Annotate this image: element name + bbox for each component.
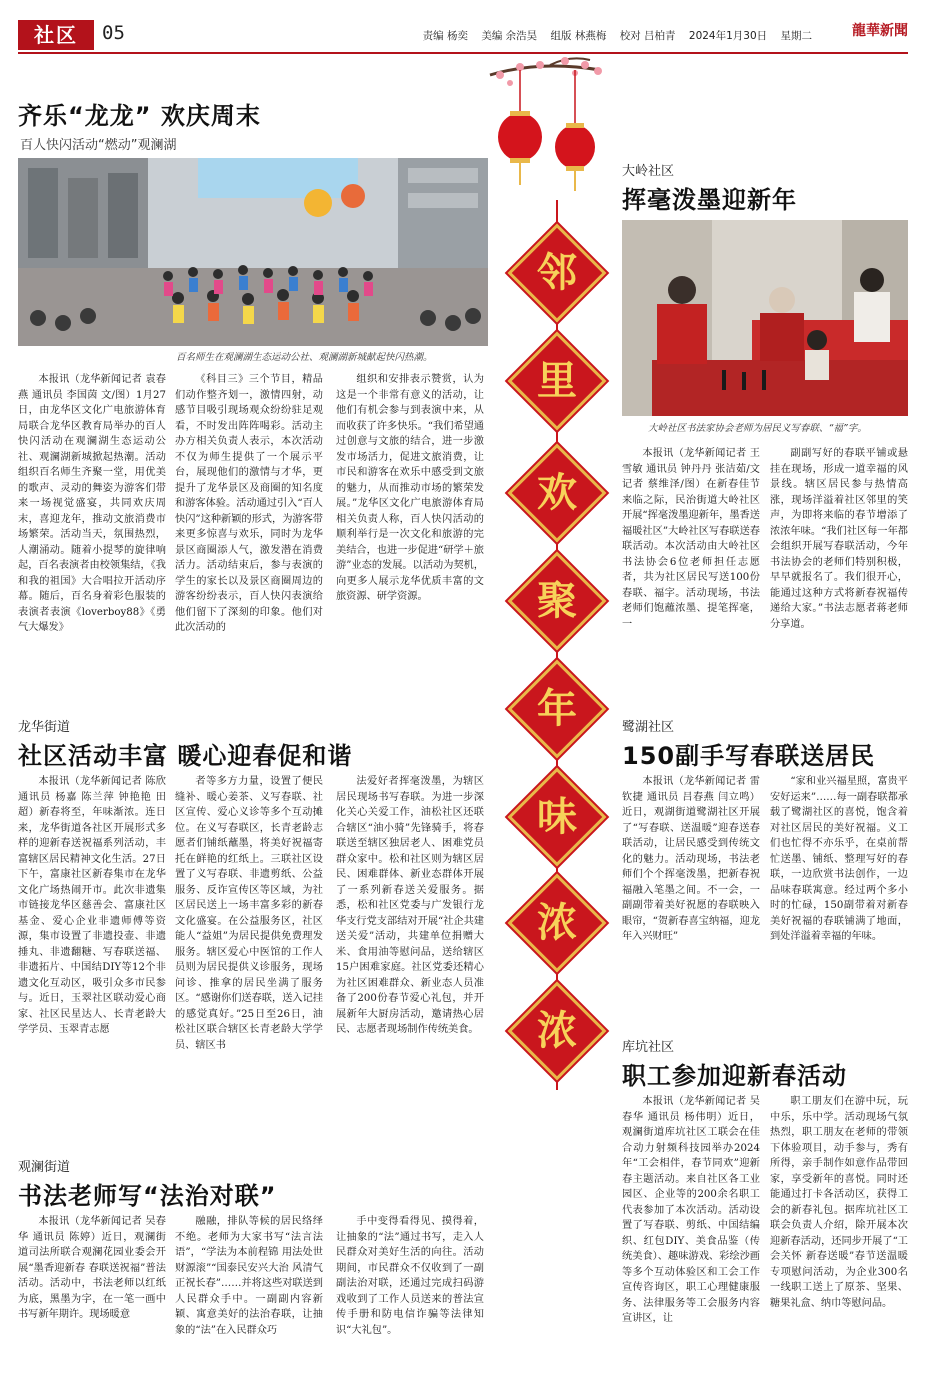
banner-char: 聚 (537, 577, 577, 624)
right1-kicker: 大岭社区 (622, 164, 675, 179)
article2-kicker: 龙华街道 (18, 720, 71, 735)
article2-paragraph-1: 本报讯（龙华新闻记者 陈欣 通讯员 杨嘉 陈兰萍 钟艳艳 田超）新春将至，年味渐浓。连日来，龙华街道各社区开展形式多样的迎新春送祝福系列活动，丰富辖区居民精神文化生活。27日下午，富康社区新春集市在龙华文化广场热闹开市。此次非遗集市链接龙华区慈善会、富康社区基金、爱心企业非遗师傅等资源，集市设置了非遗投壶、非遗捶丸、非遗翻糖、写春联送福、非遗拓片、中国结DIY等12个非遗文化互动区，吸引众多市民参与。近日，玉翠社区联动爱心商家、社区民星达人、长青老龄大学学员、玉翠青志愿 (18, 776, 166, 1035)
article2-column-1 (18, 774, 166, 1142)
right1-caption: 大岭社区书法家协会老师为居民义写春联、“福”字。 (648, 423, 867, 434)
right2-column-1 (622, 774, 760, 1028)
article2-paragraph-2: 者等多方力量，设置了便民缝补、暖心姜茶、义写春联、社区宣传、爱心义诊等多个互动摊位。在义写春联区，长青老龄志愿者们铺纸蘸墨，将美好祝福寄托在鲜艳的红纸上。三联社区设置了义写春联、非遗剪纸、公益服务、反诈宣传区等区域，为社区居民送上一场丰富多彩的新春文化盛宴。在公益服务区，社区能人“益姐”为居民提供免费理发服务。辖区爱心中医馆的工作人员则为居民提供义诊服务，现场问诊、推拿的居民坐满了服务区。“感谢你们送春联，送入记挂的感觉真好。”25日至26日，油松社区联合辖区长青老龄大学学员、辖区书 (175, 776, 323, 1051)
right2-paragraph-1: 本报讯（龙华新闻记者 雷钦捷 通讯员 吕春燕 闫立鸣）近日，观湖街道鹭湖社区开展了“写春联、送温暖”迎春送春联活动，让居民感受到传统文化的魅力。活动现场，书法老师们个个挥毫泼墨，把新春祝福融入笔墨之间。不一会，一副副带着美好祝愿的春联映入眼帘，“贺新春喜宝纳福，迎龙年入兴财旺” (622, 776, 760, 942)
plum-blossom-lantern-decoration (480, 55, 610, 195)
banner-char: 里 (537, 357, 577, 404)
banner-diamond-2 (522, 346, 592, 416)
banner-char: 浓 (537, 899, 577, 946)
right3-paragraph-2: 职工朋友们在游中玩，玩中乐，乐中学。活动现场气氛热烈，职工朋友在老师的带领下体验项目，动手参与，秀有所得，亲手制作如意作品带回家，享受新年的喜悦。同时还能通过打卡各活动区，获得工会的新春礼包。据库坑社区工联会负责人介绍，除开展本次迎新春活动，还同步开展了“工会关怀 新春送暖”春节送温暖专项慰问活动，为企业300名一线职工送上了原茶、坚果、糖果礼盒、纳巾等慰问品。 (770, 1096, 908, 1309)
calligraphy-photo-illustration (622, 220, 908, 416)
article1-paragraph-2: 《科目三》三个节目，精品们动作整齐划一，激情四射，动感节目吸引现场观众纷纷驻足观看，不时发出阵阵喝彩。活动主办方相关负责人表示，本次活动不仅为师生提供了一个展示平台，展现他们的激情与才华，更提升了龙华景区及商圈的知名度和游客体验。活动通过引入“百人快闪”这种新颖的形式，为游客带来更多惊喜与欢乐，同时为龙华景区商圈添人气，激发潜在消费活力。活动结束后，参与表演的学生的家长以及景区商圈周边的游客纷纷表示，百人快闪表演给他们留下了深刻的印象。他们对此次活动的 (175, 374, 323, 633)
article3-paragraph-1: 本报讯（龙华新闻记者 吴春华 通讯员 陈婷）近日，观澜街道司法所联合观澜花园业委会开展“墨香迎新春 春联送祝福”普法活动。活动中，书法老师以红纸为底，黑墨为字，在一笔一画中书写新年期许。现场暖意 (18, 1216, 166, 1320)
issue-date: 2024年1月30日 (688, 30, 768, 42)
right3-headline: 职工参加迎新春活动 (622, 1062, 847, 1090)
article3-paragraph-3: 手中变得看得见、摸得着，让抽象的“法”通过书写，走入人民群众对美好生活的向往。活动期间，市民群众不仅收到了一副副法治对联，还通过完成扫码游戏收到了工作人员送来的普法宣传手册和防电信诈骗等法律知识“大礼包”。 (336, 1216, 484, 1336)
article2-column-3 (336, 774, 484, 1142)
article1-caption: 百名师生在观澜湖生态运动公社、观澜湖新城献起快闪热潮。 (176, 352, 433, 363)
article1-column-1 (18, 372, 166, 698)
credit-art-editor: 美编 余浩昊 (481, 30, 538, 42)
banner-diamond-7 (522, 888, 592, 958)
page-number: 05 (102, 22, 125, 44)
article1-headline: 齐乐“龙龙” 欢庆周末 (18, 102, 261, 130)
article3-headline: 书法老师写“法治对联” (18, 1182, 277, 1210)
right3-kicker: 库坑社区 (622, 1040, 675, 1055)
article1-paragraph-1: 本报讯（龙华新闻记者 袁春燕 通讯员 李国茵 文/图）1月27日，由龙华区文化广电旅游体育局联合龙华区教育局举办的百人快闪活动在观澜湖生态运动公社、观澜湖新城掀起热潮。活动组织百名师生齐聚一堂，用优美的歌声、灵动的舞姿为游客们带来一场视觉盛宴，共同欢庆周末，喜迎龙年，推动文旅消费市场繁荣。活动当天，氛围热烈，人潮涌动。随着小提琴的旋律响起，百名表演者由校领集结，《我和我的祖国》大合唱拉开活动序幕。随后，百名身着彩色服装的表演者表演《loverboy88》《勇气大爆发》 (18, 374, 166, 633)
banner-diamond-8 (522, 996, 592, 1066)
banner-diamond-6 (522, 782, 592, 852)
banner-char: 年 (537, 685, 577, 732)
credit-proofread: 校对 吕柏青 (619, 30, 676, 42)
right2-headline: 150副手写春联送居民 (622, 742, 876, 770)
banner-char: 欢 (537, 469, 577, 516)
right1-column-1 (622, 446, 760, 686)
right3-column-2 (770, 1094, 908, 1370)
right2-kicker: 鹭湖社区 (622, 720, 675, 735)
credit-layout: 组版 林燕梅 (550, 30, 607, 42)
banner-diamond-5 (522, 674, 592, 744)
right2-column-2 (770, 774, 908, 1028)
flash-mob-photo-illustration (18, 158, 488, 346)
article2-paragraph-3: 法爱好者挥毫泼墨，为辖区居民现场书写春联。为进一步深化关心关爱工作，油松社区还联合辖区“油小骑”先锋骑手，将春联送至辖区独居老人、困难党员群众家中。松和社区则为辖区居民、困难群体、新业态群体开展了一系列新春送关爱服务。据悉，松和社区党委与广发银行龙华支行党支部结对开展“社企共建送关爱”活动，共建单位捐赠大米、食用油等慰问品，送给辖区15户困难家庭。社区党委还精心为社区困难群众、新业态人员准备了200份春节爱心礼包，并开展新年大厨房活动，邀请热心居民、志愿者现场制作传统美食。 (336, 776, 484, 1035)
article3-column-2 (175, 1214, 323, 1370)
article1-photo (18, 158, 488, 346)
right1-paragraph-2: 副副写好的春联平铺或悬挂在现场，形成一道幸福的风景线。辖区居民参与热情高涨，现场洋溢着社区邻里的笑声，为即将来临的春节增添了浓浓年味。“我们社区每一年都会组织开展写春联活动，今年书法协会的老师们特别积极，早早就报名了。我们很开心，能通过这种方式将新春祝福传递给大家。”书法志愿者蒋老师分享道。 (770, 448, 908, 630)
right3-column-1 (622, 1094, 760, 1370)
banner-diamond-1 (522, 238, 592, 308)
article2-headline: 社区活动丰富 暖心迎春促和谐 (18, 742, 353, 770)
article3-kicker: 观澜街道 (18, 1160, 71, 1175)
new-year-banner (490, 60, 620, 1110)
article3-column-3 (336, 1214, 484, 1370)
newspaper-masthead: 龍華新聞 (852, 23, 908, 39)
article1-column-2 (175, 372, 323, 698)
article3-column-1 (18, 1214, 166, 1370)
right2-paragraph-2: “家和业兴福星照，富贵平安好运来”……每一副春联都承载了鹭湖社区的喜悦，饱含着对社区居民的美好祝福。义工们也忙得不亦乐乎，在桌前帮忙送墨、铺纸、整理写好的春联，一边欣赏书法创作，一边品味春联寓意。经过两个多小时的忙碌，150副带着对新春美好祝福的春联铺满了地面，到处洋溢着幸福的年味。 (770, 776, 908, 942)
header-rule (18, 52, 908, 54)
banner-diamond-4 (522, 566, 592, 636)
banner-diamond-3 (522, 458, 592, 528)
article1-paragraph-3: 组织和安排表示赞赏，认为这是一个非常有意义的活动，让他们有机会参与到表演中来，从而收获了许多快乐。“我们希望通过创意与文旅的结合，进一步激发市场活力，促进文旅消费，让市民和游客在欢乐中感受到文旅的魅力，从而推动市场的繁荣发展。”龙华区文化广电旅游体育局相关负责人称，百人快闪活动的顺利举行是一次文化和旅游的完美结合，也进一步促进“研学＋旅游”业态的发展。以活动为契机，向更多人展示龙华优质丰富的文旅资源、研学资源。 (336, 374, 484, 602)
banner-char: 邻 (537, 249, 577, 296)
banner-char: 味 (537, 793, 577, 840)
article1-column-3 (336, 372, 484, 698)
article3-paragraph-2: 融融，排队等候的居民络绎不绝。老师为大家书写“法言法语”，“学法为本前程锦 用法处世财源滚”“国泰民安兴大治 风清气正祝长春”……并将这些对联送到人民群众手中。一副副内容新颖、寓意美好的法治春联，让抽象的“法”在入民群众巧 (175, 1216, 323, 1336)
article1-subtitle: 百人快闪活动“燃动”观澜湖 (20, 138, 177, 153)
article2-column-2 (175, 774, 323, 1142)
right3-paragraph-1: 本报讯（龙华新闻记者 吴春华 通讯员 杨伟明）近日，观澜街道库坑社区工联会在佳合动力射频科技园举办2024年“工会相伴，春节同欢”迎新春主题活动。来自社区各工业园区、企业等的200余名职工代表参加了本次活动。活动设置了写春联、剪纸、中国结编织、红包DIY、美食品鉴（传统美食）、趣味游戏、彩绘沙画等多个互动体验区和工会工作宣传咨询区，职工心理健康服务、法律服务等工会服务内容宣讲区，让 (622, 1096, 760, 1324)
editor-credits (413, 28, 812, 43)
credit-editor: 责编 杨奕 (422, 30, 468, 42)
page-header (18, 18, 908, 52)
banner-char: 浓 (537, 1007, 577, 1054)
section-tag: 社区 (18, 20, 94, 50)
right1-photo (622, 220, 908, 416)
right1-paragraph-1: 本报讯（龙华新闻记者 王雪敏 通讯员 钟丹丹 张洁茹/文 记者 蔡维泽/图）在新春佳节来临之际，民治街道大岭社区开展“挥毫泼墨迎新年，墨香送福暖社区”大岭社区写春联送春联活动。本次活动由大岭社区书法协会6位老师担任志愿者，共为社区居民写送100份春联、福字。活动现场，书法老师们饱蘸浓墨、提笔挥毫，一 (622, 448, 760, 630)
right1-column-2 (770, 446, 908, 686)
right1-headline: 挥毫泼墨迎新年 (622, 186, 797, 214)
issue-weekday: 星期二 (780, 30, 812, 42)
